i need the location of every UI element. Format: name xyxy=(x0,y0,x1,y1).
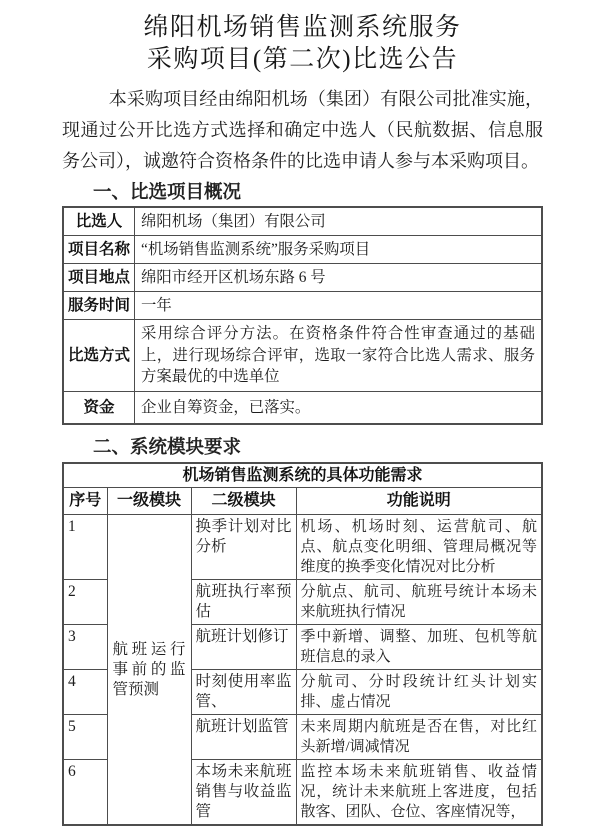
table-row xyxy=(63,391,542,424)
table-title-row xyxy=(63,463,542,488)
cell-no: 3 xyxy=(63,625,107,670)
cell-no: 1 xyxy=(63,515,107,580)
cell-no: 2 xyxy=(63,580,107,625)
cell-description: 分航点、航司、航班号统计本场未来航班执行情况 xyxy=(296,580,542,625)
row-value: 采用综合评分方法。在资格条件符合性审查通过的基础上，进行现场综合评审，选取一家符合比选人需求、服务方案最优的中选单位 xyxy=(135,320,543,392)
cell-level2-module: 航班执行率预估 xyxy=(191,580,296,625)
table-row xyxy=(63,236,542,264)
row-value: 绵阳机场（集团）有限公司 xyxy=(135,207,543,236)
row-value: 一年 xyxy=(135,292,543,320)
project-overview-table xyxy=(62,206,543,425)
cell-level2-module: 换季计划对比分析 xyxy=(191,515,296,580)
cell-level1-module: 航班运行事前的监管预测 xyxy=(107,515,191,826)
table-title: 机场销售监测系统的具体功能需求 xyxy=(63,463,542,488)
table-row xyxy=(63,264,542,292)
column-header-module2: 二级模块 xyxy=(191,488,296,515)
section2-heading: 二、系统模块要求 xyxy=(93,436,242,457)
intro-paragraph: 本采购项目经由绵阳机场（集团）有限公司批准实施，现通过公开比选方式选择和确定中选人（民航数据、信息服务公司），诚邀符合资格条件的比选申请人参与本采购项目。 xyxy=(62,89,543,171)
cell-level2-module: 航班计划监管 xyxy=(191,715,296,760)
row-label: 项目名称 xyxy=(63,236,135,264)
table-row xyxy=(63,515,542,580)
column-header-no: 序号 xyxy=(63,488,107,515)
cell-level2-module: 本场未来航班销售与收益监管 xyxy=(191,760,296,826)
cell-level2-module: 航班计划修订 xyxy=(191,625,296,670)
row-value: 企业自筹资金，已落实。 xyxy=(135,391,543,424)
row-label: 服务时间 xyxy=(63,292,135,320)
row-label: 项目地点 xyxy=(63,264,135,292)
cell-no: 4 xyxy=(63,670,107,715)
cell-no: 5 xyxy=(63,715,107,760)
cell-description: 季中新增、调整、加班、包机等航班信息的录入 xyxy=(296,625,542,670)
section1-heading: 一、比选项目概况 xyxy=(93,181,242,202)
table-row xyxy=(63,320,542,392)
column-header-description: 功能说明 xyxy=(296,488,542,515)
row-value: 绵阳市经开区机场东路 6 号 xyxy=(135,264,543,292)
row-label: 比选人 xyxy=(63,207,135,236)
cell-description: 分航司、分时段统计红头计划实排、虚占情况 xyxy=(296,670,542,715)
cell-description: 未来周期内航班是否在售，对比红头新增/调减情况 xyxy=(296,715,542,760)
table-header-row xyxy=(63,488,542,515)
table-row xyxy=(63,292,542,320)
column-header-module1: 一级模块 xyxy=(107,488,191,515)
cell-description: 监控本场未来航班销售、收益情况，统计未来航班上客进度，包括散客、团队、仓位、客座情况等， xyxy=(296,760,542,826)
row-label: 资金 xyxy=(63,391,135,424)
document-title xyxy=(62,12,543,76)
row-value: “机场销售监测系统”服务采购项目 xyxy=(135,236,543,264)
table-row xyxy=(63,207,542,236)
module-requirements-table xyxy=(62,462,543,826)
cell-level2-module: 时刻使用率监管、 xyxy=(191,670,296,715)
row-label: 比选方式 xyxy=(63,320,135,392)
title-line-2: 采购项目(第二次)比选公告 xyxy=(146,46,459,73)
cell-no: 6 xyxy=(63,760,107,826)
cell-description: 机场、机场时刻、运营航司、航点、航点变化明细、管理局概况等维度的换季变化情况对比分析 xyxy=(296,515,542,580)
title-line-1: 绵阳机场销售监测系统服务 xyxy=(143,14,462,41)
